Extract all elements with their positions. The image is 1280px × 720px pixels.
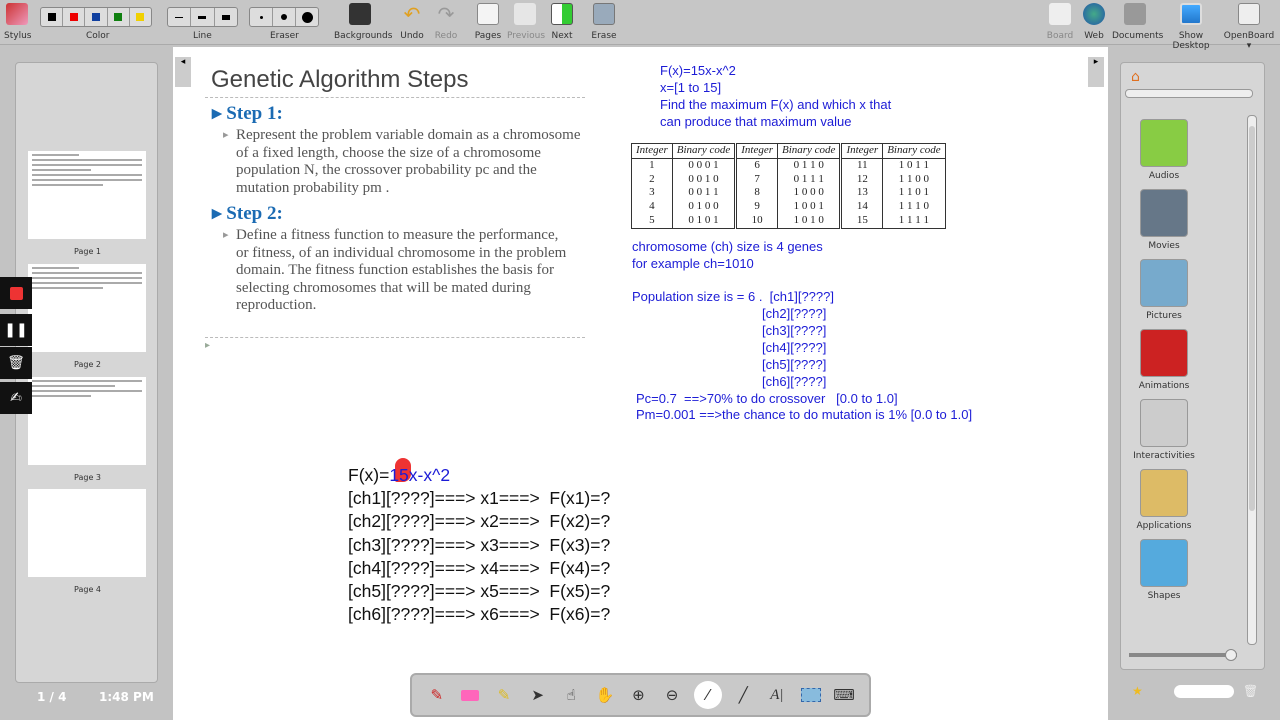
pointer-icon[interactable]: ➤ [531,686,544,704]
page-thumbnail-2[interactable] [28,264,146,352]
chromosome-note: chromosome (ch) size is 4 genes for example ch=1010 [632,239,823,271]
eraser-small[interactable] [250,8,273,26]
table-cell: 0 1 1 1 [777,173,840,187]
hand-icon[interactable]: ✋ [595,686,615,704]
previous-icon [514,3,536,25]
page-label: Page 4 [74,585,101,594]
pen-icon: ✍ [10,390,22,406]
table-row [632,186,946,200]
page-thumbnail-4[interactable] [28,489,146,577]
library-movies[interactable]: Movies [1129,189,1199,251]
table-cell: 11 [841,158,883,172]
table-cell: 10 [736,214,778,228]
backgrounds-icon [349,3,371,25]
table-row [632,173,946,187]
flash-icon [1140,329,1188,377]
page-counter: 1 / 4 [37,690,67,704]
trash-icon: 🗑 [7,355,25,371]
board-button[interactable]: Board [1046,2,1074,41]
line-medium[interactable] [191,8,214,26]
table-cell: 13 [841,186,883,200]
web-button[interactable]: Web [1080,2,1108,41]
step-1-heading: ▸ Step 1: [212,103,283,124]
page-thumbnail-1[interactable] [28,151,146,239]
table-cell: 1 0 1 0 [777,214,840,228]
line-label: Line [193,31,212,41]
top-toolbar [0,0,1280,51]
backgrounds-button[interactable]: Backgrounds [334,2,386,41]
add-page-icon [477,3,499,25]
table-cell: 0 0 1 0 [672,173,735,187]
applications-icon [1140,469,1188,517]
table-cell: 5 [632,214,673,228]
table-cell: 12 [841,173,883,187]
problem-statement: F(x)=15x-x^2 x=[1 to 15] Find the maximum F(x) and which x that can produce that maximum value [660,63,892,129]
show-desktop-button[interactable]: Show Desktop [1162,2,1220,51]
redo-icon: ↷ [437,2,455,26]
undo-button[interactable]: ↶ Undo [400,2,424,41]
horizontal-scrollbar[interactable] [1125,89,1253,98]
table-cell: 1 1 0 0 [883,173,945,187]
table-cell: 1 0 1 1 [883,158,945,172]
library-shapes[interactable]: Shapes [1129,539,1199,601]
favorite-star-icon[interactable]: ★ [1132,684,1143,698]
bullet-icon: ▸ [205,340,211,351]
chromosome-evaluation-list: [ch1][????]===> x1===> F(x1)=? [ch2][????]===> x2===> F(x2)=? [ch3][????]===> x3===> F(x3)=? [ch4][????]===> x4===> F(x4)=? [ch5][????]===> x5===> F(x5)=? [ch6][????]===> x6===> F(x6)=? [348,488,611,625]
globe-icon [1083,3,1105,25]
erase-icon [593,3,615,25]
documents-button[interactable]: Documents [1112,2,1158,41]
divider [205,337,585,338]
table-cell: 1 1 0 1 [883,186,945,200]
picture-icon [1140,259,1188,307]
divider [205,97,585,98]
pages-panel [15,62,158,683]
page-label: Page 1 [74,247,101,256]
board-icon [1049,3,1071,25]
zoom-slider[interactable] [1129,653,1237,657]
pause-button[interactable] [0,314,32,346]
vertical-scrollbar[interactable] [1247,115,1257,645]
library-applications[interactable]: Applications [1129,469,1199,531]
table-cell: 0 0 0 1 [672,158,735,172]
previous-button[interactable]: Previous [507,2,543,41]
table-cell: 1 [632,158,673,172]
next-button[interactable]: Next [550,2,574,41]
color-red[interactable] [63,8,85,26]
color-blue[interactable] [85,8,107,26]
highlighter-icon[interactable]: ✎ [497,686,511,704]
redo-button[interactable]: ↷ Redo [434,2,458,41]
integer-binary-table: Integer Binary code Integer Binary code Integer Binary code 1 0 0 0 1 6 0 1 1 0 11 1 0 1 1 2 0 0 1 0 7 0 1 1 1 12 1 1 0 0 3 0 0 1 1 8 1 0 0 0 13 1 1 0 1 4 0 1 0 0 9 1 0 0 1 14 1 1 1 0 5 0 1 0 1 10 1 0 1 0 15 1 1 1 1 [631,143,946,229]
capture-icon[interactable] [799,683,823,707]
step-2-text: ▸ Define a fitness function to measure the performance, or fitness, of an individual chromosome in the problem domain. The fitness function establishes the basis for selecting chromosomes that will be mated during reproduction. [223,227,568,315]
step-1-text: ▸ Represent the problem variable domain as a chromosome of a fixed length, choose the size of a chromosome population N, the crossover probability pc and the mutation probability pm . [223,127,583,197]
table-cell: 7 [736,173,778,187]
eraser-medium[interactable] [273,8,296,26]
population-note: Population size is = 6 . [ch1][????] [ch2][????] [ch3][????] [ch4][????] [ch5][????] [ch6][????] [632,289,834,389]
color-picker [40,7,152,27]
slide-title: Genetic Algorithm Steps [211,66,469,93]
library-search-input[interactable] [1174,685,1234,698]
library-pictures[interactable]: Pictures [1129,259,1199,321]
table-cell: 8 [736,186,778,200]
zoom-out-icon[interactable]: ⊖ [665,686,679,704]
table-row [632,214,946,228]
table-cell: 0 1 1 0 [777,158,840,172]
monitor-icon [1180,3,1202,25]
table-cell: 3 [632,186,673,200]
crossover-note: Pc=0.7 ==>70% to do crossover [0.0 to 1.0] [636,391,898,406]
zoom-in-icon[interactable]: ⊕ [632,686,645,704]
eraser-large[interactable] [296,8,318,26]
table-cell: 1 1 1 1 [883,214,945,228]
record-icon [10,287,23,300]
fitness-function: F(x)=15x-x^2 [348,465,451,485]
page-thumbnail-3[interactable] [28,377,146,465]
audio-icon [1140,119,1188,167]
erase-button[interactable]: Erase [590,2,618,41]
line-icon[interactable]: ╱ [738,686,748,704]
library-animations[interactable]: Animations [1129,329,1199,391]
color-green[interactable] [108,8,130,26]
laser-pointer-tool-icon[interactable]: ⁄ [694,681,722,709]
collapse-left-panel-button[interactable]: ◂ [175,57,191,87]
table-row [632,158,946,172]
page-label: Page 2 [74,360,101,369]
line-width-picker [167,7,238,27]
stylus-button[interactable]: Stylus [4,2,30,41]
movie-icon [1140,189,1188,237]
table-row [632,200,946,214]
home-icon[interactable]: ⌂ [1131,69,1140,85]
table-cell: 0 0 1 1 [672,186,735,200]
line-thick[interactable] [215,8,237,26]
library-audios[interactable]: Audios [1129,119,1199,181]
interact-icon[interactable]: ☝ [566,686,576,704]
clock: 1:48 PM [99,690,154,704]
annotate-button[interactable] [0,382,32,414]
table-cell: 1 0 0 0 [777,186,840,200]
library-panel [1120,62,1265,670]
folder-icon [1124,3,1146,25]
pen-icon[interactable]: ✎ [430,686,444,704]
trash-icon[interactable]: 🗑 [1243,684,1259,698]
table-cell: 1 1 1 0 [883,200,945,214]
mutation-note: Pm=0.001 ==>the chance to do mutation is 1% [0.0 to 1.0] [636,407,973,422]
color-label: Color [86,31,110,41]
table-cell: 2 [632,173,673,187]
table-cell: 0 1 0 0 [672,200,735,214]
table-cell: 14 [841,200,883,214]
color-black[interactable] [41,8,63,26]
shapes-icon [1140,539,1188,587]
color-yellow[interactable] [130,8,151,26]
hand-icon [1140,399,1188,447]
delete-button[interactable] [0,347,32,379]
text-icon[interactable]: A| [770,686,784,703]
drawing-tools-bar [410,673,871,717]
record-button[interactable] [0,277,32,309]
eraser-icon[interactable] [458,683,482,707]
gear-icon [1238,3,1260,25]
table-cell: 9 [736,200,778,214]
openboard-menu-button[interactable]: OpenBoard ▾ [1223,2,1275,51]
collapse-right-panel-button[interactable]: ▸ [1088,57,1104,87]
pages-button[interactable]: Pages [474,2,502,41]
table-cell: 4 [632,200,673,214]
table-cell: 6 [736,158,778,172]
library-interactivities[interactable]: Interactivities [1129,399,1199,461]
undo-icon: ↶ [403,2,421,26]
keyboard-icon[interactable]: ⌨ [833,686,855,704]
eraser-size-picker [249,7,319,27]
pause-icon: ❚❚ [4,322,28,338]
stylus-icon [6,3,28,25]
page-label: Page 3 [74,473,101,482]
eraser-label: Eraser [270,31,299,41]
line-thin[interactable] [168,8,191,26]
table-cell: 0 1 0 1 [672,214,735,228]
next-icon [551,3,573,25]
table-cell: 15 [841,214,883,228]
step-2-heading: ▸ Step 2: [212,203,283,224]
table-cell: 1 0 0 1 [777,200,840,214]
